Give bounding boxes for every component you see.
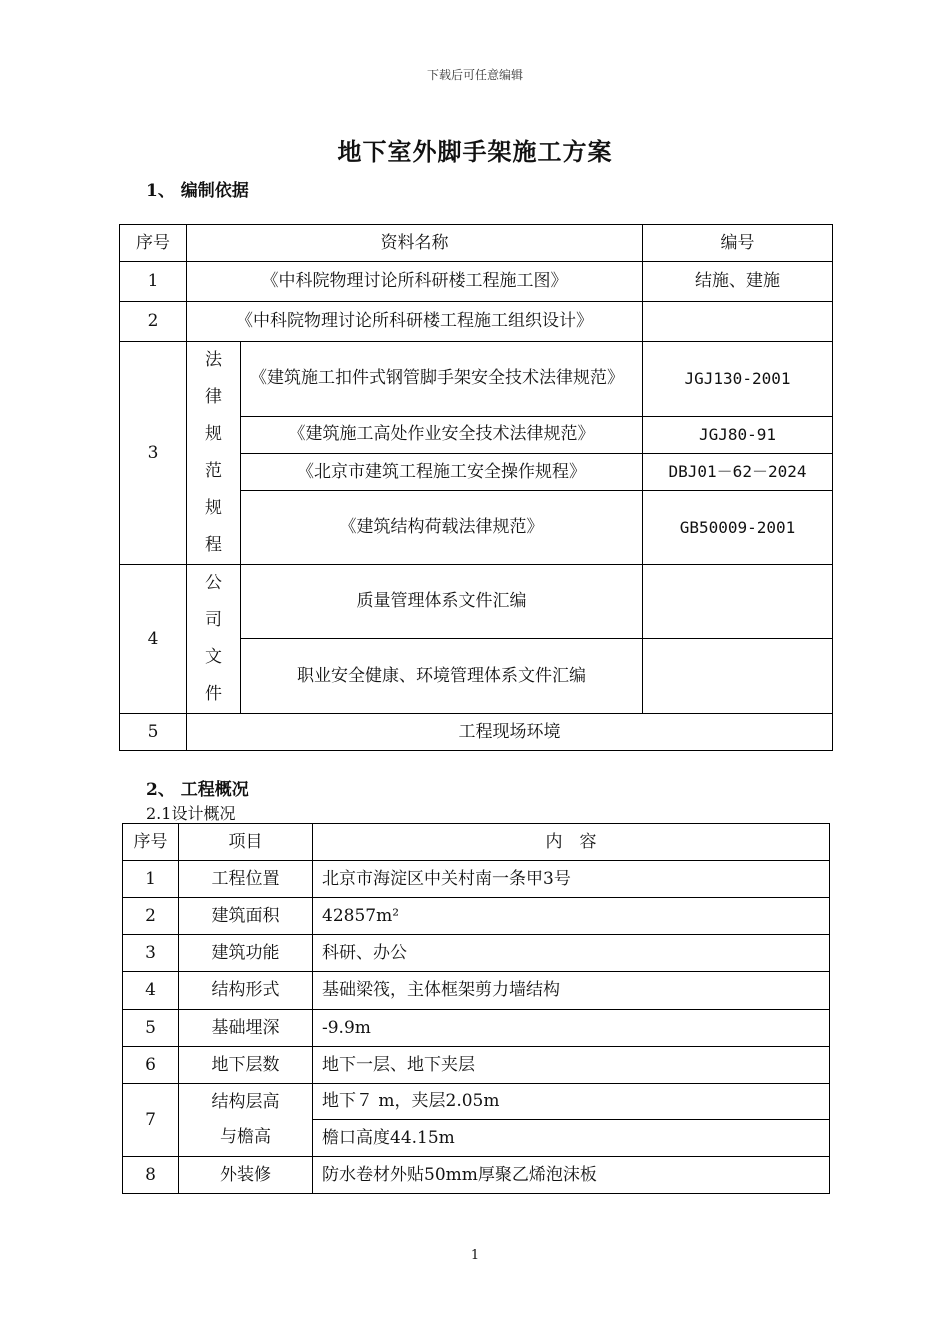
document-title: 地下室外脚手架施工方案 xyxy=(337,137,613,166)
row-item: 建筑面积 xyxy=(179,898,313,935)
row-no: 3 xyxy=(120,342,187,565)
header-note: 下载后可任意编辑 xyxy=(426,68,523,82)
category-label: 法律规范规程 xyxy=(205,350,222,555)
row-name: 《建筑结构荷载法律规范》 xyxy=(241,491,643,565)
row-no: 1 xyxy=(123,861,179,898)
row-name: 《北京市建筑工程施工安全操作规程》 xyxy=(241,453,643,490)
row-no: 4 xyxy=(120,565,187,714)
col-header-code: 编号 xyxy=(643,225,833,262)
row-no: 6 xyxy=(123,1047,179,1084)
row-item: 工程位置 xyxy=(179,861,313,898)
table-row xyxy=(123,861,830,898)
row-no: 2 xyxy=(123,898,179,935)
row-item: 外装修 xyxy=(179,1157,313,1194)
section2-heading: 2、 工程概况 xyxy=(146,780,249,800)
row-name: 《中科院物理讨论所科研楼工程施工组织设计》 xyxy=(187,302,643,342)
row-no: 7 xyxy=(123,1084,179,1157)
page-number: 1 xyxy=(470,1248,480,1263)
row-no: 3 xyxy=(123,935,179,972)
table-row xyxy=(123,1084,830,1120)
row-name: 《建筑施工扣件式钢管脚手架安全技术法律规范》 xyxy=(241,342,643,417)
table-row xyxy=(123,935,830,972)
row-content: 地下７ m，夹层2.05m xyxy=(313,1084,830,1120)
table-row xyxy=(123,898,830,935)
row-item-line1: 结构层高 xyxy=(211,1092,280,1112)
row-item xyxy=(179,1084,313,1157)
table-row xyxy=(120,565,833,639)
table-header-row xyxy=(120,225,833,262)
row-code: JGJ130-2001 xyxy=(643,342,833,417)
col-header-item: 项目 xyxy=(179,824,313,861)
col-header-content: 内 容 xyxy=(313,824,830,861)
row-content: 北京市海淀区中关村南一条甲3号 xyxy=(313,861,830,898)
table-row xyxy=(120,262,833,302)
row-item: 地下层数 xyxy=(179,1047,313,1084)
overview-table xyxy=(122,823,830,1194)
row-item-line2: 与檐高 xyxy=(220,1127,271,1147)
row-category xyxy=(187,565,241,714)
table-row xyxy=(120,714,833,751)
row-content: 42857m² xyxy=(313,898,830,935)
row-code xyxy=(643,302,833,342)
row-item: 结构形式 xyxy=(179,972,313,1010)
row-content: 科研、办公 xyxy=(313,935,830,972)
row-no: 4 xyxy=(123,972,179,1010)
col-header-no: 序号 xyxy=(123,824,179,861)
row-no: 2 xyxy=(120,302,187,342)
row-content: -9.9m xyxy=(313,1010,830,1047)
category-label: 公司文件 xyxy=(205,573,222,704)
table-row xyxy=(120,302,833,342)
row-code xyxy=(643,639,833,714)
row-name: 质量管理体系文件汇编 xyxy=(241,565,643,639)
basis-table xyxy=(119,224,833,751)
row-category xyxy=(187,342,241,565)
table-header-row xyxy=(123,824,830,861)
row-name: 工程现场环境 xyxy=(187,714,833,751)
row-content: 基础梁筏，主体框架剪力墙结构 xyxy=(313,972,830,1010)
row-item: 建筑功能 xyxy=(179,935,313,972)
row-item: 基础埋深 xyxy=(179,1010,313,1047)
row-code xyxy=(643,565,833,639)
section2-subheading: 2.1设计概况 xyxy=(146,804,236,823)
row-content: 地下一层、地下夹层 xyxy=(313,1047,830,1084)
col-header-no: 序号 xyxy=(120,225,187,262)
row-name: 《中科院物理讨论所科研楼工程施工图》 xyxy=(187,262,643,302)
row-no: 8 xyxy=(123,1157,179,1194)
row-no: 5 xyxy=(123,1010,179,1047)
row-no: 1 xyxy=(120,262,187,302)
row-content: 檐口高度44.15m xyxy=(313,1120,830,1157)
row-code: JGJ80-91 xyxy=(643,416,833,453)
section1-heading: 1、 编制依据 xyxy=(146,181,249,201)
row-code: DBJ01－62－2024 xyxy=(643,453,833,490)
col-header-name: 资料名称 xyxy=(187,225,643,262)
table-row xyxy=(123,972,830,1010)
table-row xyxy=(120,342,833,417)
table-row xyxy=(123,1010,830,1047)
row-code: 结施、建施 xyxy=(643,262,833,302)
table-row xyxy=(123,1047,830,1084)
row-no: 5 xyxy=(120,714,187,751)
row-code: GB50009-2001 xyxy=(643,491,833,565)
row-name: 《建筑施工高处作业安全技术法律规范》 xyxy=(241,416,643,453)
table-row xyxy=(123,1157,830,1194)
row-name: 职业安全健康、环境管理体系文件汇编 xyxy=(241,639,643,714)
row-content: 防水卷材外贴50mm厚聚乙烯泡沫板 xyxy=(313,1157,830,1194)
